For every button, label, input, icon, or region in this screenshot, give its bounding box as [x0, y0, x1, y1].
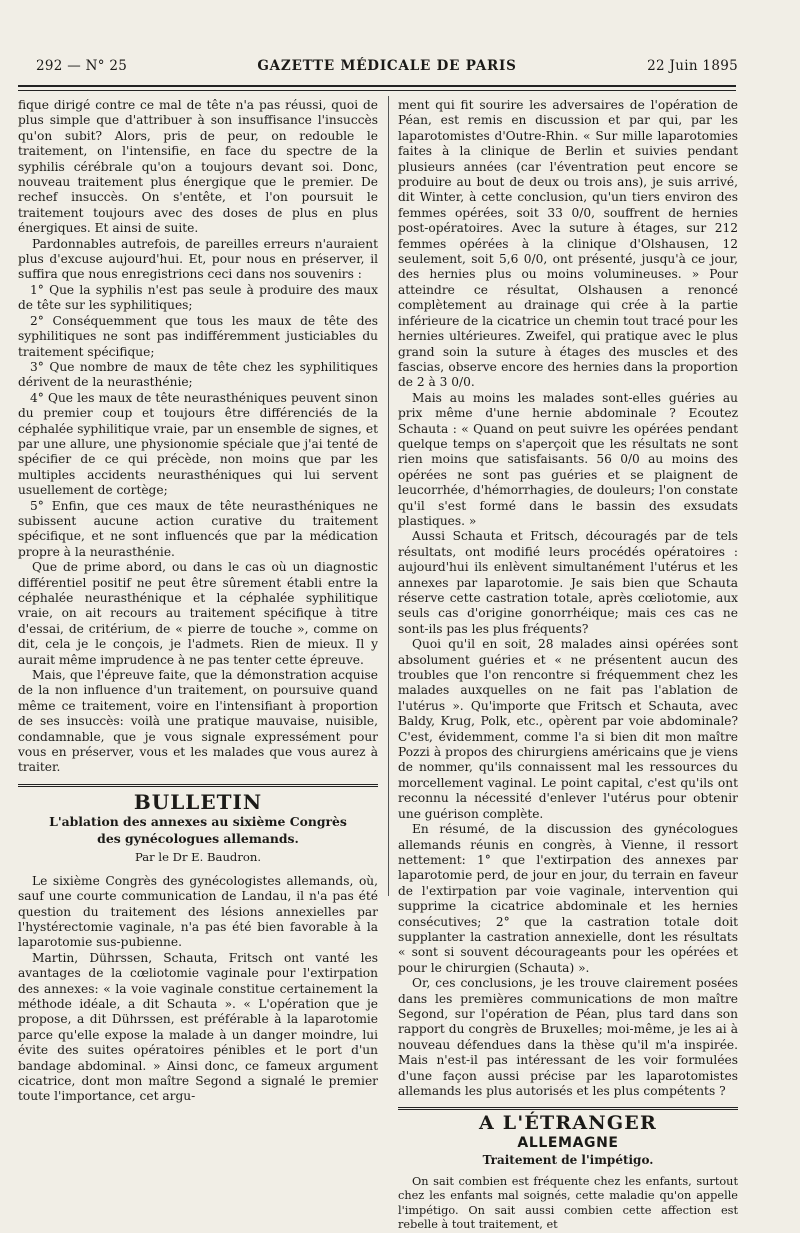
- list-item: 4° Que les maux de tête neurasthéniques peuvent sinon du premier coup et toujours être différenciés de la céphalée syphilitique vraie, par un ensemble de signes, et par une allure, une physionomie spéciale que j'ai tenté de spécifier de ce qui précède, non moins que par les multiples accidents neurasthéniques qui lui servent usuellement de cortège;: [18, 390, 378, 498]
- list-item: 5° Enfin, que ces maux de tête neurasthéniques ne subissent aucune action curative du traitement spécifique, et ne sont influencés que par la médication propre à la neurasthénie.: [18, 498, 378, 559]
- left-column: [18, 98, 378, 1105]
- article-title-line1: L'ablation des annexes au sixième Congrès: [49, 814, 347, 830]
- bulletin-heading: BULLETIN: [133, 789, 263, 814]
- column-divider: [388, 96, 389, 896]
- paragraph: Mais au moins les malades sont-elles guéries au prix même d'une hernie abdominale ? Ecoutez Schauta : « Quand on peut suivre les opérées pendant quelque temps on s'aperçoit que les résultats ne sont rien moins que satisfaisants. 56 0/0 au moins des opérées ne sont pas guéries et se plaignent de leucorrhée, d'hémorrhagies, de douleurs; l'on constate qu'il s'est formé dans le bassin des exsudats plastiques. »: [398, 390, 738, 528]
- paragraph: Quoi qu'il en soit, 28 malades ainsi opérées sont absolument guéries et « ne présentent aucun des troubles que l'on rencontre si fréquemment chez les malades auxquelles on ne fait pas l'ablation de l'utérus ». Qu'importe que Fritsch et Schauta, avec Baldy, Krug, Polk, etc., opèrent par voie abdominale? C'est, évidemment, comme l'a si bien dit mon maître Pozzi à propos des chirurgiens américains que je viens de nommer, qu'ils connaissent mal les ressources du morcellement vaginal. Le point capital, c'est qu'ils ont reconnu la nécessité d'enlever l'utérus pour obtenir une guérison complète.: [398, 637, 738, 821]
- byline: Par le Dr E. Baudron.: [134, 850, 262, 865]
- section-rule: [18, 784, 378, 787]
- journal-title: GAZETTE MÉDICALE DE PARIS: [257, 58, 517, 74]
- header-rule: [18, 85, 736, 87]
- running-header: [36, 58, 738, 78]
- numbered-list: [18, 283, 378, 560]
- paragraph: Aussi Schauta et Fritsch, découragés par de tels résultats, ont modifié leurs procédés opératoires : aujourd'hui ils enlèvent simultanément l'utérus et les annexes par laparotomie. Je sais bien que Schauta réserve cette castration totale, après cœliotomie, aux seuls cas d'origine gonorrhéique; mais ces cas ne sont-ils pas les plus fréquents?: [398, 529, 738, 636]
- paragraph: Pardonnables autrefois, de pareilles erreurs n'auraient plus d'excuse aujourd'hui. Et, pour nous en préserver, il suffira que nous enregistrions ceci dans nos souvenirs :: [18, 236, 378, 282]
- list-item: 2° Conséquemment que tous les maux de tête des syphilitiques ne sont pas indifféremment justiciables du traitement spécifique;: [18, 313, 378, 359]
- paragraph: En résumé, de la discussion des gynécologues allemands réunis en congrès, à Vienne, il ressort nettement: 1° que l'extirpation des annexes par laparotomie perd, de jour en jour, du terrain en faveur de l'extirpation par voie vaginale, intervention qui supprime la cicatrice abdominale et les hernies consécutives; 2° que la castration totale doit supplanter la castration annexielle, dont les résultats « sont si souvent décourageants pour les opérées et pour le chirurgien (Schauta) ».: [398, 822, 738, 975]
- article-title-line2: des gynécologues allemands.: [97, 831, 299, 847]
- paragraph: ment qui fit sourire les adversaires de l'opération de Péan, est remis en discussion et par qui, par les laparotomistes d'Outre-Rhin. « Sur mille laparotomies faites à la clinique de Berlin et suivies pendant plusieurs années (car l'éventration peut encore se produire au bout de deux ou trois ans), je suis arrivé, dit Winter, à cette conclusion, qu'un tiers environ des femmes opérées, soit 33 0/0, souffrent de hernies post-opératoires. Avec la suture à étages, sur 212 femmes opérées à la clinique d'Olshausen, 12 seulement, soit 5,6 0/0, ont présenté, jusqu'à ce jour, des hernies plus ou moins volumineuses. » Pour atteindre ce résultat, Olshausen a renoncé complètement au drainage qui crée à la partie inférieure de la cicatrice un chemin tout tracé pour les hernies ultérieures. Zweifel, qui pratique avec le plus grand soin la suture à étages des muscles et des fascias, observe encore des hernies dans la proportion de 2 à 3 0/0.: [398, 98, 738, 390]
- right-column: [398, 98, 738, 1233]
- section-heading-etranger: A L'ÉTRANGER: [479, 1112, 657, 1135]
- issue-date: 22 Juin 1895: [647, 58, 738, 74]
- article-title-impetigo: Traitement de l'impétigo.: [482, 1153, 654, 1168]
- paragraph: Mais, que l'épreuve faite, que la démonstration acquise de la non influence d'un traitement, on poursuive quand même ce traitement, voire en l'intensifiant à proportion de ses insuccès: voilà une pratique mauvaise, nuisible, condamnable, que je vous signale expressément pour vous en préserver, vous et les malades que vous aurez à traiter.: [18, 668, 378, 775]
- paragraph: On sait combien est fréquente chez les enfants, surtout chez les enfants mal soignés, cette maladie qu'on appelle l'impétigo. On sait aussi combien cette affection est rebelle à tout traitement, et: [398, 1174, 738, 1232]
- paragraph: fique dirigé contre ce mal de tête n'a pas réussi, quoi de plus simple que d'attribuer à son insuffisance l'insuccès qu'on subit? Alors, pris de peur, on redouble le traitement, on l'intensifie, en face du spectre de la syphilis cérébrale qu'on a toujours devant soi. Donc, nouveau traitement plus énergique que le premier. De rechef insuccès. On s'entête, et l'on poursuit le traitement toujours avec des doses de plus en plus énergiques. Et ainsi de suite.: [18, 98, 378, 236]
- paragraph: Or, ces conclusions, je les trouve clairement posées dans les premières communications de mon maître Segond, sur l'opération de Péan, plus tard dans son rapport du congrès de Bruxelles; moi-même, je les ai à nouveau défendues dans la thèse qu'il m'a inspirée. Mais n'est-il pas intéressant de les voir formulées d'une façon aussi précise par les laparotomistes allemands les plus autorisés et les plus compétents ?: [398, 976, 738, 1098]
- subsection-heading-allemagne: ALLEMAGNE: [517, 1134, 619, 1151]
- list-item: 3° Que nombre de maux de tête chez les syphilitiques dérivent de la neurasthénie;: [18, 359, 378, 390]
- paragraph: Martin, Dührssen, Schauta, Fritsch ont vanté les avantages de la cœliotomie vaginale pour l'extirpation des annexes: « la voie vaginale constitue certainement la méthode idéale, a dit Schauta ». « L'opération que je propose, a dit Dührssen, est préférable à la laparotomie parce qu'elle expose la malade à un danger moindre, lui évite des suites opératoires pénibles et le port d'un bandage abdominal. » Ainsi donc, ce fameux argument cicatrice, dont mon maître Segond a signalé le premier toute l'importance, cet argu-: [18, 950, 378, 1104]
- header-rule-thin: [18, 90, 736, 91]
- page-number: 292 — N° 25: [36, 58, 128, 74]
- paragraph: Le sixième Congrès des gynécologistes allemands, où, sauf une courte communication de Landau, il n'a pas été question du traitement des lésions annexielles par l'hystérectomie vaginale, n'a pas été bien favorable à la laparotomie sus-pubienne.: [18, 873, 378, 950]
- list-item: 1° Que la syphilis n'est pas seule à produire des maux de tête sur les syphilitiques;: [18, 282, 378, 313]
- paragraph: Que de prime abord, ou dans le cas où un diagnostic différentiel positif ne peut être sûrement établi entre la céphalée neurasthénique et la céphalée syphilitique vraie, on ait recours au traitement spécifique à titre d'essai, de critérium, de « pierre de touche », comme on dit, cela je le conçois, je l'admets. Rien de mieux. Il y aurait même imprudence à ne pas tenter cette épreuve.: [18, 560, 378, 667]
- section-rule: [398, 1107, 738, 1110]
